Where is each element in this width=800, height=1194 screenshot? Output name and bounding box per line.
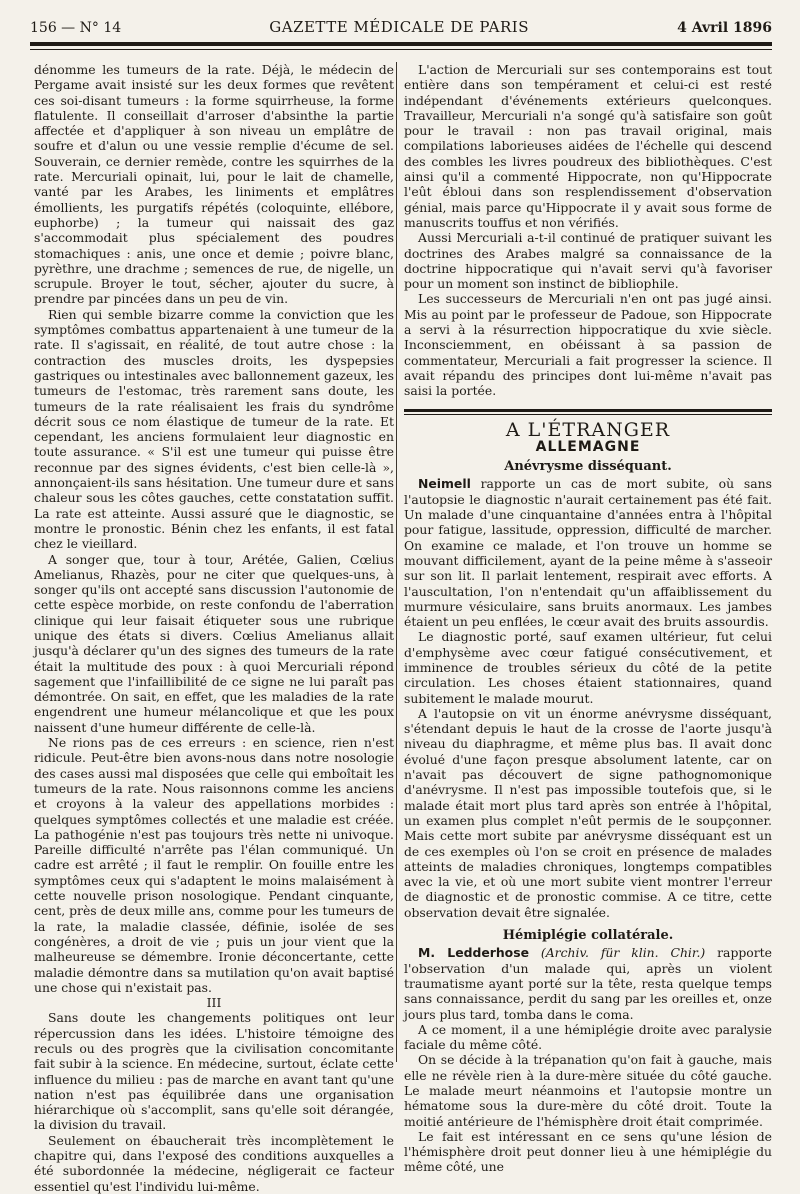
paragraph: Seulement on ébaucherait très incomplètement le chapitre qui, dans l'exposé des conditions auxquelles a été subordonnée la médecine, négligerait ce facteur essentiel qu'est l'individu lui-même. bbox=[34, 1132, 394, 1194]
paragraph: Le fait est intéressant en ce sens qu'une lésion de l'hémisphère droit peut donner lieu à une hémiplégie du même côté, une bbox=[404, 1128, 772, 1175]
paragraph: L'action de Mercuriali sur ses contemporains est tout entière dans son tempérament et celui-ci est resté indépendant d'événements extérieurs quelconques. Travailleur, Mercuriali n'a songé qu'à satisfaire son goût pour le travail : non pas travail original, mais compilations laborieuses aidées de l'échelle qui descend des combles les livres poudreux des bibliothèques. C'est ainsi qu'il a commenté Hippocrate, non qu'Hippocrate l'eût ébloui dans son resplendissement d'observation génial, mais parce qu'Hippocrate il y avait sous forme de manuscrits touffus et non vérifiés. bbox=[404, 62, 772, 230]
paragraph: A songer que, tour à tour, Arétée, Galien, Cœlius Amelianus, Rhazès, pour ne citer que quelques-uns, à songer qu'ils ont accepté sans discussion l'autonomie de cette espèce morbide, on reste confondu de l'aberration clinique qui leur faisait étiqueter sous une rubrique unique des états si divers. Cœlius Amelianus allait jusqu'à déclarer qu'un des signes des tumeurs de la rate était la multitude des poux : à quoi Mercuriali répond sagement que l'infaillibilité de ce signe ne lui paraît pas démontrée. On sait, en effet, que les maladies de la rate engendrent une humeur mélancolique et que les poux naissent d'une humeur différente de celle-là. bbox=[34, 551, 394, 735]
issue-date: 4 Avril 1896 bbox=[677, 20, 772, 36]
section-rule-thick bbox=[404, 409, 772, 412]
paragraph: A ce moment, il a une hémiplégie droite avec paralysie faciale du même côté. bbox=[404, 1021, 772, 1053]
article-author: M. Ledderhose bbox=[418, 945, 529, 961]
right-column bbox=[404, 62, 772, 1175]
masthead bbox=[30, 18, 772, 38]
header-rule-thick bbox=[30, 42, 772, 46]
section-number: III bbox=[206, 995, 222, 1011]
article-title: Anévrysme disséquant. bbox=[504, 459, 672, 475]
paragraph: Rien qui semble bizarre comme la conviction que les symptômes combattus appartenaient à une tumeur de la rate. Il s'agissait, en réalité, de tout autre chose : la contraction des muscles droits, les dyspepsies gastriques ou intestinales avec ballonnement gazeux, les tumeurs de l'estomac, très rarement sans doute, les tumeurs de la rate réalisaient les frais du syndrôme décrit sous ce nom élastique de tumeur de la rate. Et cependant, les anciens formulaient leur diagnostic en toute assurance. « S'il est une tumeur qui puisse être reconnue par des signes évidents, c'est bien celle-là », annonçaient-ils sans hésitation. Une tumeur dure et sans chaleur sous les côtes gauches, cette constatation suffit. La rate est atteinte. Aussi assuré que le diagnostic, se montre le pronostic. Bénin chez les enfants, il est fatal chez le vieillard. bbox=[34, 306, 394, 552]
paragraph: M. Ledderhose (Archiv. für klin. Chir.) rapporte l'observation d'un malade qui, après un violent traumatisme ayant porté sur la tête, resta quelque temps sans connaissance, perdit du sang par les oreilles et, onze jours plus tard, tomba dans le coma. bbox=[404, 945, 772, 1022]
article-author: Neimell bbox=[418, 476, 471, 492]
page-number: 156 — N° 14 bbox=[30, 20, 122, 36]
paragraph: Ne rions pas de ces erreurs : en science, rien n'est ridicule. Peut-être bien avons-nous dans notre nosologie des cases aussi mal disposées que celle qui emboîtait les tumeurs de la rate. Nous raisonnons comme les anciens et croyons à la valeur des appellations morbides : quelques symptômes collectés et une maladie est créée. La pathogénie n'est pas toujours très nette ni univoque. Pareille difficulté n'arrête pas l'élan communiqué. Un cadre est arrêté ; il faut le remplir. On fouille entre les symptômes ceux qui s'adaptent le moins malaisément à cette nouvelle prison nosologique. Pendant cinquante, cent, près de deux mille ans, comme pour les tumeurs de la rate, la maladie classée, définie, isolée de ses congénères, a droit de vie ; puis un jour vient que la malheureuse se démembre. Ironie déconcertante, cette maladie démontre dans sa mutilation qu'on avait baptisé une chose qui n'existait pas. bbox=[34, 735, 394, 995]
journal-citation: (Archiv. für klin. Chir.) bbox=[540, 945, 706, 961]
paragraph: Neimell rapporte un cas de mort subite, où sans l'autopsie le diagnostic n'aurait certainement pas été fait. Un malade d'une cinquantaine d'années entra à l'hôpital pour fatigue, lassitude, oppression, difficulté de marcher. On examine ce malade, et l'on trouve un homme se mouvant difficilement, ayant de la peine même à s'asseoir sur son lit. Il parlait lentement, respirait avec efforts. A l'auscultation, l'on n'entendait qu'un affaiblissement du murmure vésiculaire, sans bruits anormaux. Les jambes étaient un peu enflées, le cœur avait des bruits assourdis. bbox=[404, 476, 772, 630]
paragraph: Sans doute les changements politiques ont leur répercussion dans les idées. L'histoire témoigne des reculs ou des progrès que la civilisation concomitante fait subir à la science. En médecine, surtout, éclate cette influence du milieu : pas de marche en avant tant qu'une nation n'est pas équilibrée dans une organisation hiérarchique où s'accomplit, sans qu'elle soit dérangée, la division du travail. bbox=[34, 1010, 394, 1133]
paragraph: Aussi Mercuriali a-t-il continué de pratiquer suivant les doctrines des Arabes malgré sa connaissance de la doctrine hippocratique qui n'avait servi qu'à favoriser pour un moment son instinct de bibliophile. bbox=[404, 230, 772, 292]
header-rule-thin bbox=[30, 49, 772, 50]
paragraph: Le diagnostic porté, sauf examen ultérieur, fut celui d'emphysème avec cœur fatigué consécutivement, et imminence de troubles sérieux du côté de la petite circulation. Les choses étaient stationnaires, quand subitement le malade mourut. bbox=[404, 629, 772, 706]
section-rule-thin bbox=[404, 414, 772, 415]
paragraph: On se décide à la trépanation qu'on fait à gauche, mais elle ne révèle rien à la dure-mère située du côté gauche. Le malade meurt néanmoins et l'autopsie montre un hématome sous la dure-mère du côté droit. Toute la moitié antérieure de l'hémisphère droit était comprimée. bbox=[404, 1052, 772, 1129]
journal-title: GAZETTE MÉDICALE DE PARIS bbox=[269, 18, 529, 36]
section-heading: A L'ÉTRANGER bbox=[505, 418, 671, 441]
article-title: Hémiplégie collatérale. bbox=[502, 928, 674, 944]
country-heading: ALLEMAGNE bbox=[535, 438, 641, 455]
paragraph: Les successeurs de Mercuriali n'en ont pas jugé ainsi. Mis au point par le professeur de Padoue, son Hippocrate a servi à la résurrection hippocratique du xvie siècle. Inconsciemment, en obéissant à sa passion de commentateur, Mercuriali a fait progresser la science. Il avait répandu des principes dont lui-même n'avait pas saisi la portée. bbox=[404, 291, 772, 399]
left-column bbox=[34, 62, 394, 1194]
column-divider bbox=[396, 62, 397, 1062]
paragraph: A l'autopsie on vit un énorme anévrysme disséquant, s'étendant depuis le haut de la crosse de l'aorte jusqu'à niveau du diaphragme, et même plus bas. Il avait donc évolué d'une façon presque absolument latente, car on n'avait pas découvert de signe pathognomonique d'anévrysme. Il n'est pas impossible toutefois que, si le malade était mort plus tard après son entrée à l'hôpital, un examen plus complet n'eût permis de le soupçonner. Mais cette mort subite par anévrysme disséquant est un de ces exemples où l'on se croit en présence de malades atteints de maladies chroniques, longtemps compatibles avec la vie, et où une mort subite vient montrer l'erreur de diagnostic et de pronostic commise. A ce titre, cette observation devait être signalée. bbox=[404, 705, 772, 920]
paragraph: dénomme les tumeurs de la rate. Déjà, le médecin de Pergame avait insisté sur les deux formes que revêtent ces soi-disant tumeurs : la forme squirrheuse, la forme flatulente. Il conseillait d'arroser d'absinthe la partie affectée et d'appliquer à son niveau un emplâtre de soufre et d'alun ou une vessie remplie d'écume de sel. Souverain, ce dernier remède, contre les squirrhes de la rate. Mercuriali opinait, lui, pour le lait de chamelle, vanté par les Arabes, les liniments et emplâtres émollients, les purgatifs répétés (coloquinte, ellébore, euphorbe) ; la tumeur qui naissait des gaz s'accommodait plus spécialement des poudres stomachiques : anis, une once et demie ; poivre blanc, pyrèthre, une drachme ; semences de rue, de nigelle, un scrupule. Broyer le tout, sécher, ajouter du sucre, à prendre par pincées dans un peu de vin. bbox=[34, 62, 394, 307]
